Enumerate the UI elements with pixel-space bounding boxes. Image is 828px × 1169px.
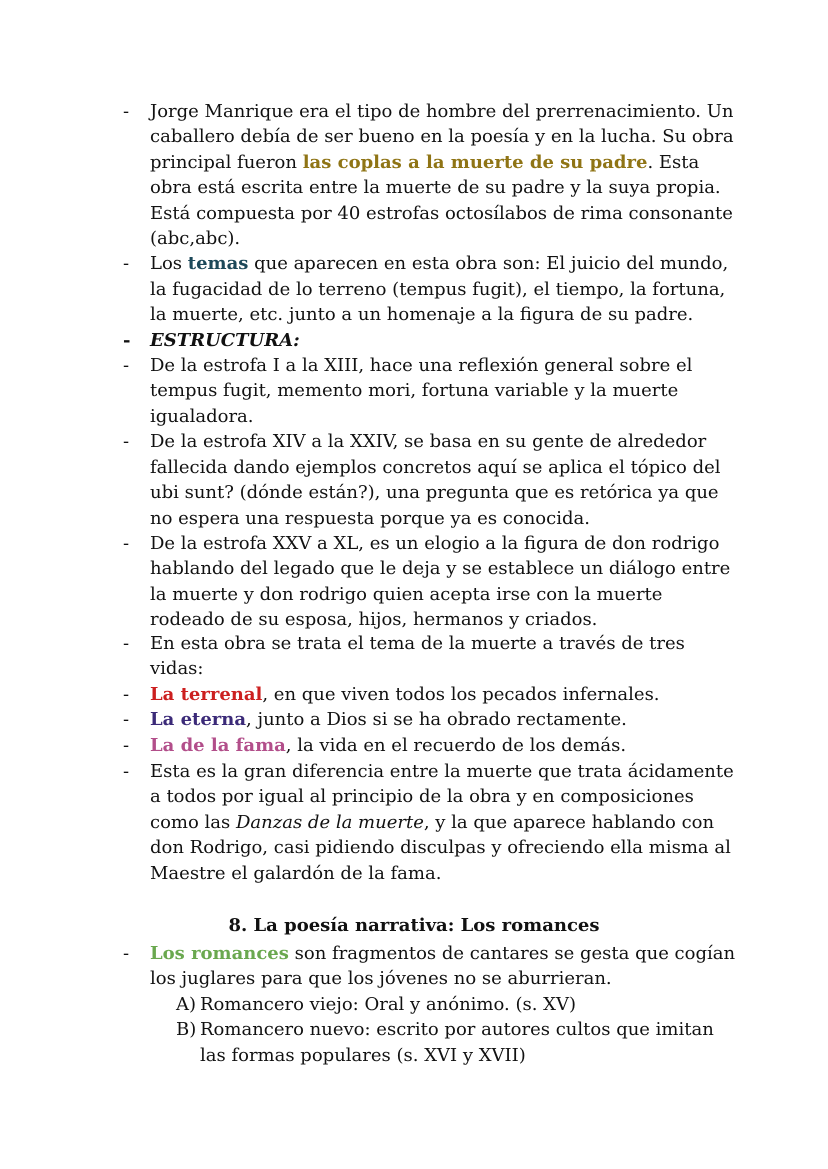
list-item-vidas-intro	[0, 631, 740, 682]
sublist-label: B)	[176, 1019, 197, 1041]
bullet-list-diferencia	[0, 759, 828, 886]
text: , la vida en el recuerdo de los demás.	[285, 734, 627, 756]
text: Romancero nuevo: escrito por autores cultos que imitan las formas populares (s. XVI y XVII)	[200, 1019, 714, 1066]
list-item-terrenal	[0, 682, 740, 707]
list-item-romances	[0, 941, 740, 992]
list-dash: -	[123, 329, 131, 351]
list-dash: -	[123, 709, 130, 731]
text: . Esta obra está escrita entre la muerte de su padre y la suya propia. Está compuesta por 40 estrofas octosílabos de rima consonante (abc,abc).	[150, 151, 733, 250]
highlight-eterna: La eterna	[150, 709, 247, 731]
list-dash: -	[123, 734, 130, 756]
highlight-fama: La de la fama	[150, 734, 286, 756]
list-item-temas	[0, 251, 740, 327]
text: son fragmentos de cantares se gesta que cogían los juglares para que los jóvenes no se aburrieran.	[150, 943, 736, 990]
bullet-list-main	[0, 99, 828, 633]
text: Los	[150, 253, 188, 275]
text: De la estrofa I a la XIII, hace una reflexión general sobre el tempus fugit, memento mori, fortuna variable y la muerte igualadora.	[150, 355, 693, 427]
list-item-eterna	[0, 707, 740, 732]
list-item-fama	[0, 733, 740, 758]
text: que aparecen en esta obra son: El juicio del mundo, la fugacidad de lo terreno (tempus fugit), el tiempo, la fortuna, la muerte, etc. junto a un homenaje a la figura de su padre.	[150, 253, 729, 326]
highlight-romances: Los romances	[150, 943, 289, 964]
list-dash: -	[123, 431, 130, 453]
sublist-item-a	[0, 992, 740, 1017]
highlight-terrenal: La terrenal	[150, 683, 263, 705]
list-item-estructura	[0, 328, 740, 353]
text: De la estrofa XXV a XL, es un elogio a la figura de don rodrigo hablando del legado que le deja y se establece un diálogo entre la muerte y don rodrigo quien acepta irse con la muerte rodeado de su esposa, hijos, hermanos y criados.	[150, 532, 731, 631]
list-item-diferencia	[0, 759, 740, 886]
list-dash: -	[123, 253, 130, 275]
list-item-estrofa-2	[0, 429, 740, 531]
list-dash: -	[123, 101, 130, 122]
text: Romancero viejo: Oral y anónimo. (s. XV)	[200, 993, 577, 1015]
text: Jorge Manrique era el tipo de hombre del prerrenacimiento. Un caballero debía de ser bueno en la poesía y en la lucha. Su obra principal fueron	[150, 101, 734, 173]
list-item-estrofa-1	[0, 353, 740, 429]
italic-danzas: Danzas de la muerte	[236, 811, 424, 833]
highlight-coplas: las coplas a la muerte de su padre	[302, 151, 648, 173]
text: En esta obra se trata el tema de la muerte a través de tres vidas:	[150, 633, 685, 680]
text: Esta es la gran diferencia entre la muerte que trata ácidamente a todos por igual al principio de la obra y en composiciones como las	[150, 761, 734, 833]
list-dash: -	[123, 532, 130, 554]
section-heading: 8. La poesía narrativa: Los romances	[228, 915, 600, 936]
text: , en que viven todos los pecados infernales.	[262, 683, 660, 705]
text: , y la que aparece hablando con don Rodrigo, casi pidiendo disculpas y ofreciendo ella misma al Maestre el galardón de la fama.	[150, 811, 731, 884]
list-dash: -	[123, 355, 130, 377]
bullet-list-romances	[0, 941, 828, 1068]
bullet-list-vidas	[0, 631, 828, 758]
text: De la estrofa XIV a la XXIV, se basa en su gente de alrededor fallecida dando ejemplos concretos aquí se aplica el tópico del ubi sunt? (dónde están?), una pregunta que es retórica ya que no espera una respuesta porque ya es conocida.	[150, 431, 721, 529]
highlight-temas: temas	[187, 253, 249, 275]
list-dash: -	[123, 943, 130, 964]
sublist-item-b	[0, 1017, 740, 1068]
text: , junto a Dios si se ha obrado rectamente.	[246, 709, 627, 731]
sublist-label: A)	[176, 993, 197, 1015]
list-item-jorge-manrique	[0, 99, 740, 251]
estructura-label: ESTRUCTURA:	[150, 329, 300, 351]
list-dash: -	[123, 761, 130, 782]
list-dash: -	[123, 633, 130, 654]
list-item-estrofa-3	[0, 531, 740, 633]
list-dash: -	[123, 683, 130, 705]
